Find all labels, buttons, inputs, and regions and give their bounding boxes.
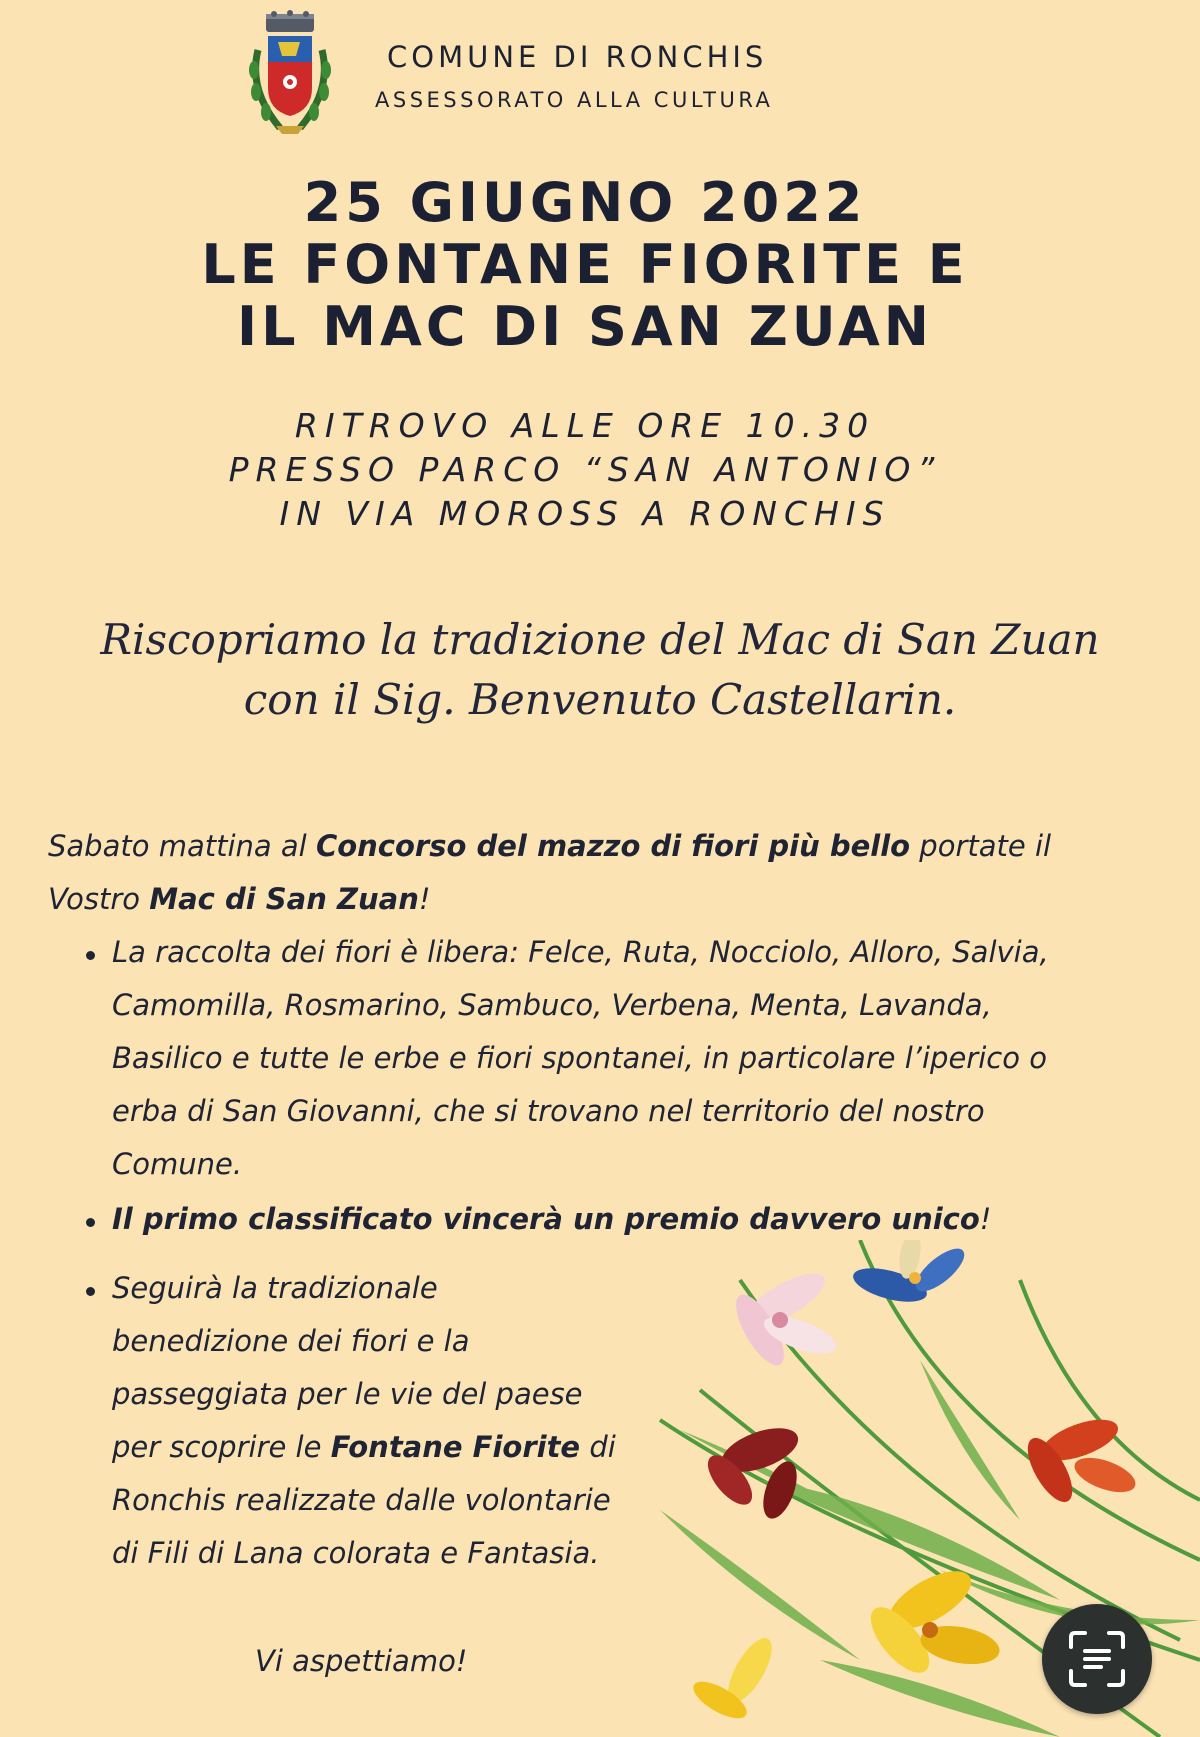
scan-text-button[interactable] [1042, 1604, 1152, 1714]
bullet-line: di Fili di Lana colorata e Fantasia. [112, 1536, 600, 1570]
event-title-date: 25 GIUGNO 2022 [303, 171, 867, 234]
comune-title: COMUNE DI RONCHIS [387, 40, 768, 74]
bullet-line: Ronchis realizzate dalle volontarie [112, 1483, 611, 1517]
coat-of-arms-icon [240, 10, 340, 136]
intro-line-1: Sabato mattina al Concorso del mazzo di fiori più bello portate il [48, 829, 1052, 863]
bullet-line: passeggiata per le vie del paese [112, 1377, 583, 1411]
bullet-line: Comune. [112, 1147, 243, 1181]
blue-flower-icon [850, 1240, 971, 1308]
bullet-dot [86, 951, 95, 960]
script-line-2: con il Sig. Benvenuto Castellarin. [243, 675, 957, 724]
bullet-item-flowers [112, 926, 1049, 1191]
meeting-address: IN VIA MOROSS A RONCHIS [279, 494, 891, 533]
meeting-time: RITROVO ALLE ORE 10.30 [294, 406, 876, 445]
bullet-dot [86, 1218, 95, 1227]
bullet-dot [86, 1287, 95, 1296]
bullet-line: Camomilla, Rosmarino, Sambuco, Verbena, Menta, Lavanda, [112, 988, 992, 1022]
meeting-place: PRESSO PARCO “SAN ANTONIO” [228, 450, 942, 489]
event-title-line3: IL MAC DI SAN ZUAN [237, 295, 933, 358]
header [0, 0, 1200, 140]
bullet-item-blessing [112, 1262, 616, 1580]
bullet-line: benedizione dei fiori e la [112, 1324, 470, 1358]
event-title-line2: LE FONTANE FIORITE E [201, 233, 969, 296]
bullet-item-prize: Il primo classificato vincerà un premio davvero unico! [112, 1202, 992, 1236]
bullet-line: Seguirà la tradizionale [112, 1271, 438, 1305]
bullet-line: Basilico e tutte le erbe e fiori spontanei, in particolare l’iperico o [112, 1041, 1047, 1075]
pink-flower-icon [727, 1264, 840, 1372]
bullet-line: per scoprire le Fontane Fiorite di [112, 1430, 616, 1464]
scan-text-icon [1067, 1629, 1127, 1689]
intro-paragraph [48, 820, 1108, 926]
closing-text: Vi aspettiamo! [255, 1644, 468, 1678]
script-line-1: Riscopriamo la tradizione del Mac di San Zuan [100, 615, 1100, 664]
bullet-line: erba di San Giovanni, che si trovano nel territorio del nostro [112, 1094, 985, 1128]
intro-line-2: Vostro Mac di San Zuan! [48, 882, 431, 916]
red-flower-icon [700, 1419, 804, 1523]
bullet-line: La raccolta dei fiori è libera: Felce, Ruta, Nocciolo, Alloro, Salvia, [112, 935, 1049, 969]
assessorato-subtitle: ASSESSORATO ALLA CULTURA [375, 88, 774, 112]
